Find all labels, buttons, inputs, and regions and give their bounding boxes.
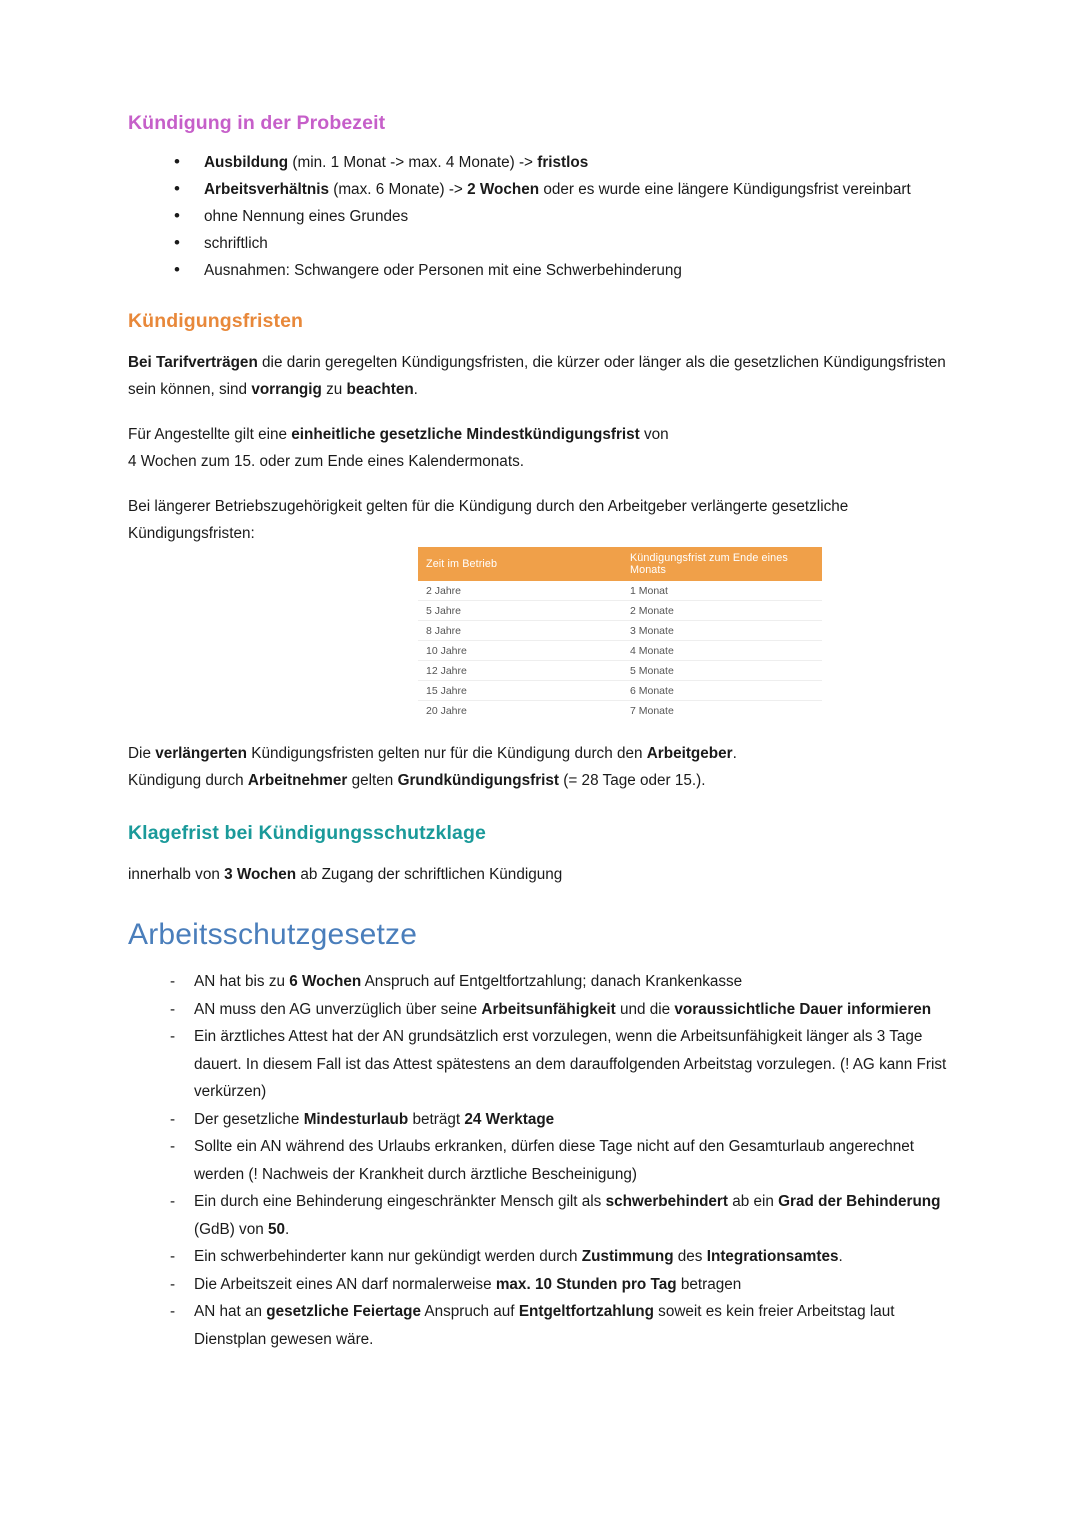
list-item: • ohne Nennung eines Grundes <box>164 203 952 230</box>
list-item: - Der gesetzliche Mindesturlaub beträgt 24 Werktage <box>152 1106 952 1134</box>
table-header-cell: Zeit im Betrieb <box>418 547 620 581</box>
table-row <box>418 581 822 601</box>
list-item: - Die Arbeitszeit eines AN darf normalerweise max. 10 Stunden pro Tag betragen <box>152 1271 952 1299</box>
table-cell: 4 Monate <box>620 641 822 661</box>
table-cell: 10 Jahre <box>418 641 620 661</box>
paragraph-betriebszugehoerigkeit: Bei längerer Betriebszugehörigkeit gelten für die Kündigung durch den Arbeitgeber verlängerte gesetzliche Kündigungsfristen: <box>128 498 849 542</box>
list-item: • Ausnahmen: Schwangere oder Personen mit eine Schwerbehinderung <box>164 257 952 284</box>
table-cell: 5 Monate <box>620 661 822 681</box>
table-cell: 20 Jahre <box>426 704 467 717</box>
list-item: - AN hat an gesetzliche Feiertage Anspruch auf Entgeltfortzahlung soweit es kein freier Arbeitstag laut Dienstplan gewesen wäre. <box>152 1298 952 1353</box>
paragraph-mindestkuendigungsfrist: Für Angestellte gilt eine einheitliche gesetzliche Mindestkündigungsfrist von 4 Wochen zum 15. oder zum Ende eines Kalendermonats. <box>128 426 669 470</box>
list-item: • Arbeitsverhältnis (max. 6 Monate) -> 2 Wochen oder es wurde eine längere Kündigungsfrist vereinbart <box>164 176 952 203</box>
list-item: - Ein ärztliches Attest hat der AN grundsätzlich erst vorzulegen, wenn die Arbeitsunfähigkeit länger als 3 Tage dauert. In diesem Fall ist das Attest spätestens an dem darauffolgenden Arbeitstag vorzulegen. (! AG kann Frist verkürzen) <box>152 1023 952 1106</box>
list-item: - AN muss den AG unverzüglich über seine Arbeitsunfähigkeit und die voraussichtliche Dauer informieren <box>152 996 952 1024</box>
table-cell: 2 Jahre <box>418 581 620 601</box>
paragraph-klagefrist: innerhalb von 3 Wochen ab Zugang der schriftlichen Kündigung <box>128 866 563 883</box>
table-header-cell: Kündigungsfrist zum Ende eines Monats <box>620 547 822 581</box>
table-row <box>418 681 822 701</box>
table-row <box>418 601 822 621</box>
arbeitsschutz-list <box>128 968 952 1353</box>
heading-klagefrist: Klagefrist bei Kündigungsschutzklage <box>128 822 486 844</box>
kuendigungsfristen-table-image <box>128 547 952 720</box>
heading-kuendigung-probezeit: Kündigung in der Probezeit <box>128 112 386 134</box>
kuendigungsfristen-table <box>418 547 822 720</box>
list-item: - Ein durch eine Behinderung eingeschränkter Mensch gilt als schwerbehindert ab ein Grad der Behinderung (GdB) von 50. <box>152 1188 952 1243</box>
table-header-row <box>418 547 822 581</box>
table-cell: 1 Monat <box>620 581 822 601</box>
paragraph-verlaengerte-fristen: Die verlängerten Kündigungsfristen gelten nur für die Kündigung durch den Arbeitgeber. Kündigung durch Arbeitnehmer gelten Grundkündigungsfrist (= 28 Tage oder 15.). <box>128 745 737 789</box>
table-cell: 8 Jahre <box>418 621 620 641</box>
list-item: • Ausbildung (min. 1 Monat -> max. 4 Monate) -> fristlos <box>164 149 952 176</box>
heading-arbeitsschutzgesetze: Arbeitsschutzgesetze <box>128 918 418 951</box>
table-cell: 7 Monate <box>630 704 674 717</box>
table-row <box>418 661 822 681</box>
list-item: - AN hat bis zu 6 Wochen Anspruch auf Entgeltfortzahlung; danach Krankenkasse <box>152 968 952 996</box>
table-cell: 6 Monate <box>620 681 822 701</box>
table-row <box>418 701 822 721</box>
table-cell: 15 Jahre <box>418 681 620 701</box>
table-row <box>418 621 822 641</box>
probezeit-bullet-list <box>128 149 952 284</box>
table-row <box>418 641 822 661</box>
table-cell: 12 Jahre <box>418 661 620 681</box>
list-item: - Sollte ein AN während des Urlaubs erkranken, dürfen diese Tage nicht auf den Gesamturlaub angerechnet werden (! Nachweis der Krankheit durch ärztliche Bescheinigung) <box>152 1133 952 1188</box>
table-cell: 5 Jahre <box>418 601 620 621</box>
list-item: • schriftlich <box>164 230 952 257</box>
list-item: - Ein schwerbehinderter kann nur gekündigt werden durch Zustimmung des Integrationsamtes. <box>152 1243 952 1271</box>
table-cell: 2 Monate <box>620 601 822 621</box>
paragraph-tarifvertraege: Bei Tarifverträgen die darin geregelten Kündigungsfristen, die kürzer oder länger als die gesetzlichen Kündigungsfristen sein können, sind vorrangig zu beachten. <box>128 354 946 398</box>
table-cell: 3 Monate <box>620 621 822 641</box>
heading-kuendigungsfristen: Kündigungsfristen <box>128 310 304 332</box>
